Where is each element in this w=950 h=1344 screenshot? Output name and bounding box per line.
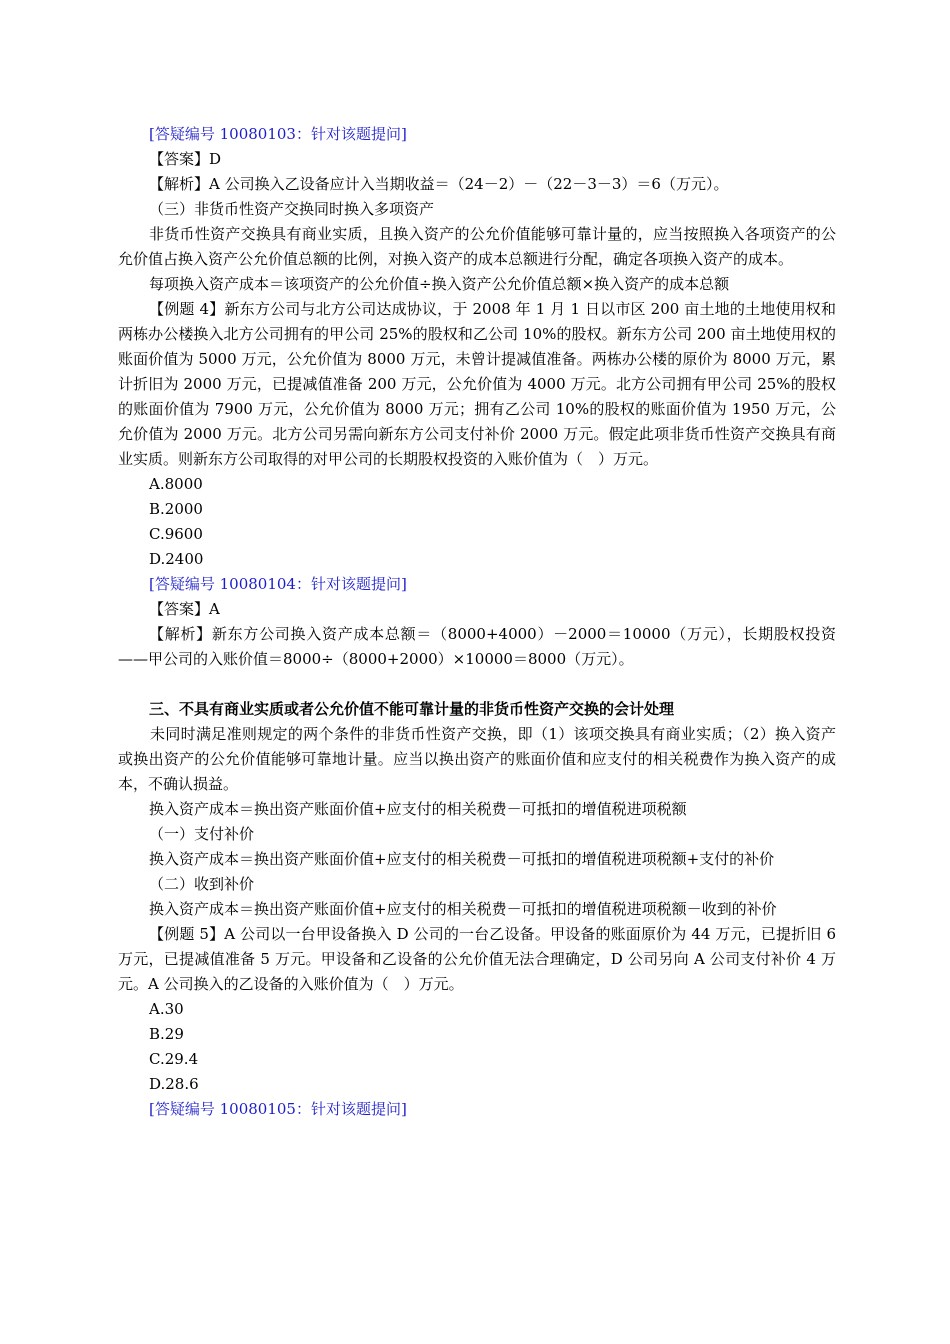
example-4-answer: 【答案】A (149, 600, 220, 618)
question-link-10080105[interactable]: [答疑编号 10080105：针对该题提问] (149, 1100, 407, 1118)
subsection-1-title: （一）支付补价 (149, 825, 255, 843)
analysis-line: 【解析】A 公司换入乙设备应计入当期收益＝（24－2）－（22－3－3）＝6（万元）。 (149, 175, 729, 193)
subsection-1-formula: 换入资产成本＝换出资产账面价值+应支付的相关税费－可抵扣的增值税进项税额+支付的补价 (149, 850, 775, 868)
example-4-option-c: C.9600 (149, 525, 203, 543)
example-4-analysis: 【解析】新东方公司换入资产成本总额＝（8000+4000）－2000＝10000（万元），长期股权投资——甲公司的入账价值＝8000÷（8000+2000）×10000＝8000（万元）。 (118, 625, 836, 668)
question-link-10080103[interactable]: [答疑编号 10080103：针对该题提问] (149, 125, 407, 143)
example-5-option-b: B.29 (149, 1025, 184, 1043)
example-5-option-c: C.29.4 (149, 1050, 199, 1068)
section-3-paragraph: 未同时满足准则规定的两个条件的非货币性资产交换，即（1）该项交换具有商业实质；（2）换入资产或换出资产的公允价值能够可靠地计量。应当以换出资产的账面价值和应支付的相关税费作为换入资产的成本，不确认损益。 (118, 725, 836, 793)
example-5-option-d: D.28.6 (149, 1075, 199, 1093)
example-4-option-d: D.2400 (149, 550, 204, 568)
example-4-option-a: A.8000 (149, 475, 203, 493)
subsection-2-formula: 换入资产成本＝换出资产账面价值+应支付的相关税费－可抵扣的增值税进项税额－收到的补价 (149, 900, 777, 918)
example-4-text: 【例题 4】新东方公司与北方公司达成协议，于 2008 年 1 月 1 日以市区 200 亩土地的土地使用权和两栋办公楼换入北方公司拥有的甲公司 25%的股权和乙公司 10%的股权。新东方公司 200 亩土地使用权的账面价值为 5000 万元，公允价值为 8000 万元，未曾计提减值准备。两栋办公楼的原价为 8000 万元，累计折旧为 2000 万元，已提减值准备 200 万元，公允价值为 4000 万元。北方公司拥有甲公司 25%的股权的账面价值为 7900 万元，公允价值为 8000 万元；拥有乙公司 10%的股权的账面价值为 1950 万元，公允价值为 2000 万元。北方公司另需向新东方公司支付补价 2000 万元。假定此项非货币性资产交换具有商业实质。则新东方公司取得的对甲公司的长期股权投资的入账价值为（ ）万元。 (118, 300, 836, 468)
document-page (118, 122, 836, 1122)
example-5-text: 【例题 5】A 公司以一台甲设备换入 D 公司的一台乙设备。甲设备的账面原价为 44 万元，已提折旧 6 万元，已提减值准备 5 万元。甲设备和乙设备的公允价值无法合理确定，D 公司另向 A 公司支付补价 4 万元。A 公司换入的乙设备的入账价值为（ ）万元。 (118, 925, 836, 993)
example-5-option-a: A.30 (149, 1000, 184, 1018)
section-multi-paragraph: 非货币性资产交换具有商业实质，且换入资产的公允价值能够可靠计量的，应当按照换入各项资产的公允价值占换入资产公允价值总额的比例，对换入资产的成本总额进行分配，确定各项换入资产的成本。 (118, 225, 836, 268)
spacer (118, 672, 836, 697)
example-4-option-b: B.2000 (149, 500, 203, 518)
section-3-heading: 三、不具有商业实质或者公允价值不能可靠计量的非货币性资产交换的会计处理 (149, 700, 675, 718)
section-3-formula: 换入资产成本＝换出资产账面价值+应支付的相关税费－可抵扣的增值税进项税额 (149, 800, 687, 818)
question-link-10080104[interactable]: [答疑编号 10080104：针对该题提问] (149, 575, 407, 593)
subsection-2-title: （二）收到补价 (149, 875, 255, 893)
section-multi-title: （三）非货币性资产交换同时换入多项资产 (149, 200, 435, 218)
answer-line: 【答案】D (149, 150, 222, 168)
section-multi-formula: 每项换入资产成本＝该项资产的公允价值÷换入资产公允价值总额×换入资产的成本总额 (149, 275, 730, 293)
